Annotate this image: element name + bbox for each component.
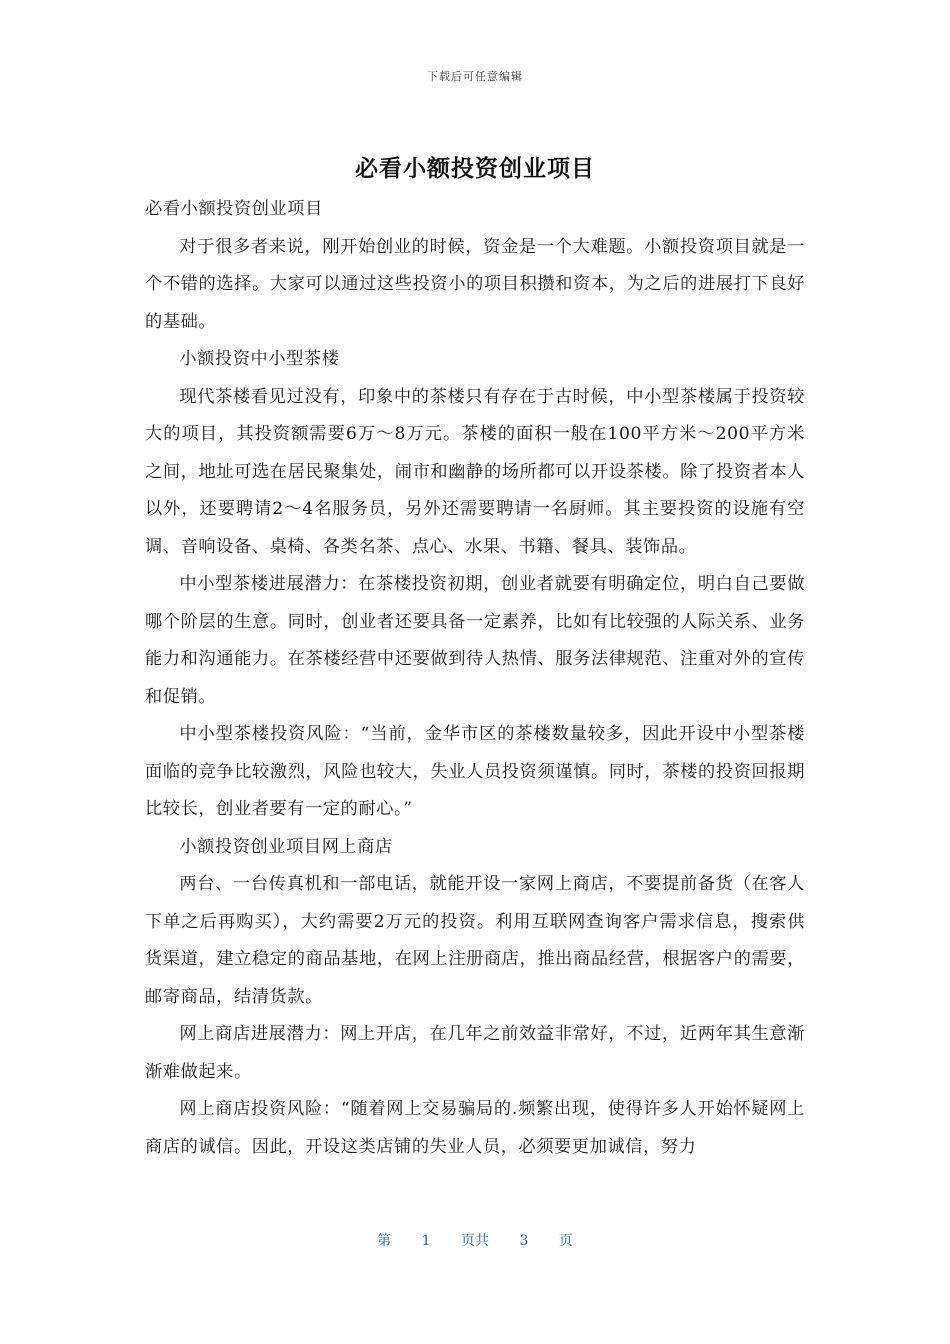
footer-total-pages: 3 <box>519 1233 529 1249</box>
header-note: 下载后可任意编辑 <box>427 70 523 83</box>
footer-page-middle: 页共 <box>461 1233 489 1249</box>
footer-page-number: 1 <box>421 1233 431 1249</box>
paragraph-teahouse-overview: 现代茶楼看见过没有，印象中的茶楼只有存在于古时候，中小型茶楼属于投资较大的项目，其投资额需要6万～8万元。茶楼的面积一般在100平方米～200平方米之间，地址可选在居民聚集处，闹市和幽静的场所都可以开设茶楼。除了投资者本人以外，还要聘请2～4名服务员，另外还需要聘请一名厨师。其主要投资的设施有空调、音响设备、桌椅、各类名茶、点心、水果、书籍、餐具、装饰品。 <box>145 386 805 557</box>
paragraph-online-store-risk: 网上商店投资风险：“随着网上交易骗局的.频繁出现，使得许多人开始怀疑网上商店的诚信。因此，开设这类店铺的失业人员，必须要更加诚信，努力 <box>145 1099 805 1157</box>
footer-page-suffix: 页 <box>558 1233 573 1249</box>
paragraph-online-store-overview: 两台、一台传真机和一部电话，就能开设一家网上商店，不要提前备货（在客人下单之后再购买），大约需要2万元的投资。利用互联网查询客户需求信息，搜索供货渠道，建立稳定的商品基地，在网上注册商店，推出商品经营，根据客户的需要，邮寄商品，结清货款。 <box>145 874 805 1007</box>
paragraph-online-store-potential: 网上商店进展潜力：网上开店，在几年之前效益非常好，不过，近两年其生意渐渐难做起来。 <box>145 1024 805 1082</box>
section-heading-online-store: 小额投资创业项目网上商店 <box>179 836 393 857</box>
page-footer <box>0 1230 950 1250</box>
paragraph-intro: 对于很多者来说，刚开始创业的时候，资金是一个大难题。小额投资项目就是一个不错的选择。大家可以通过这些投资小的项目积攒和资本，为之后的进展打下良好的基础。 <box>145 236 805 332</box>
paragraph-teahouse-risk: 中小型茶楼投资风险：“当前，金华市区的茶楼数量较多，因此开设中小型茶楼面临的竞争比较激烈，风险也较大，失业人员投资须谨慎。同时，茶楼的投资回报期比较长，创业者要有一定的耐心。” <box>145 724 805 819</box>
document-body <box>145 191 805 1166</box>
paragraph-teahouse-potential: 中小型茶楼进展潜力：在茶楼投资初期，创业者就要有明确定位，明白自己要做哪个阶层的生意。同时，创业者还要具备一定素养，比如有比较强的人际关系、业务能力和沟通能力。在茶楼经营中还要做到待人热情、服务法律规范、注重对外的宣传和促销。 <box>145 574 805 707</box>
document-title: 必看小额投资创业项目 <box>355 156 595 182</box>
footer-page-prefix: 第 <box>377 1233 392 1249</box>
section-heading-teahouse: 小额投资中小型茶楼 <box>179 349 340 369</box>
paragraph-subtitle: 必看小额投资创业项目 <box>145 199 323 219</box>
